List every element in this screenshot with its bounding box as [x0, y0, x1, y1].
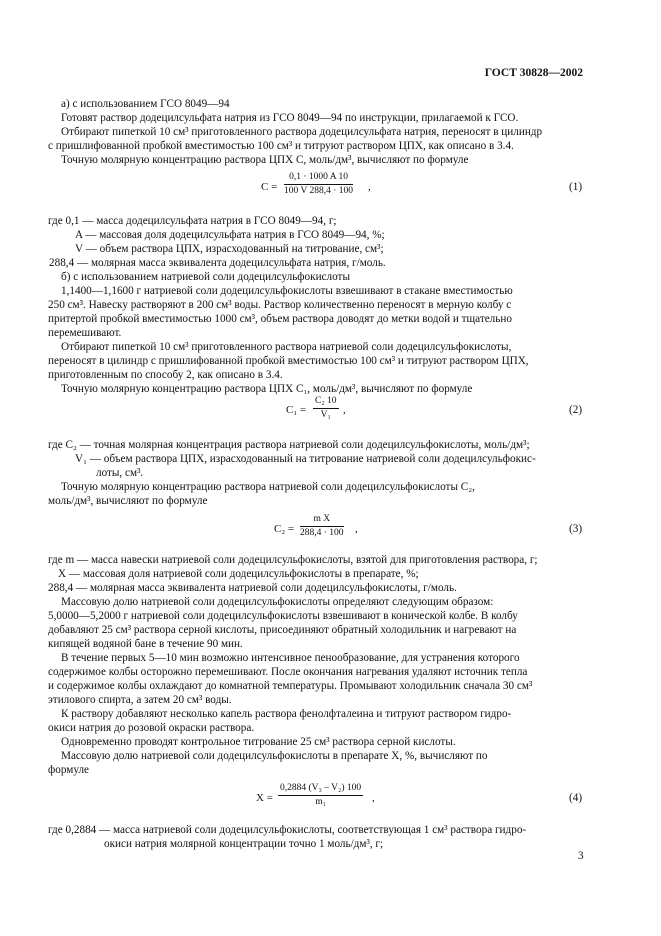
formula-4-number: (4) [569, 792, 583, 804]
paragraph-line: 250 см³. Навеску растворяют в 200 см³ воды. Раствор количественно переносят в мерную колбу с [48, 299, 512, 311]
formula-4-denominator: m₁ [315, 797, 326, 807]
subsection-a-heading: а) с использованием ГСО 8049—94 [61, 98, 230, 110]
where-line: где 0,1 — масса додецилсульфата натрия в ГСО 8049—94, г; [48, 215, 337, 227]
formula-3-numerator: m X [300, 514, 344, 527]
formula-4-numerator: 0,2884 (V₃ – V₂) 100 [278, 783, 363, 796]
paragraph-line: формуле [48, 764, 89, 776]
formula-2-number: (2) [569, 404, 583, 416]
formula-4-tail: , [372, 792, 375, 804]
formula-3-lhs: C₂ = [274, 523, 295, 535]
formula-1-denominator: 100 V 288,4 · 100 [284, 186, 354, 196]
paragraph-line: и содержимое колбы охлаждают до комнатной температуры. Промывают холодильник сначала 30 см³ [48, 680, 533, 692]
paragraph-line: переносят в цилиндр с пришлифованной пробкой вместимостью 100 см³ и титруют раствором ЦПХ, [48, 355, 529, 367]
paragraph-line: кипящей водяной бане в течение 90 мин. [48, 638, 243, 650]
formula-2-numerator: C₂ 10 [313, 396, 339, 409]
where-line: V — объем раствора ЦПХ, израсходованный на титрование, см³; [75, 243, 384, 255]
paragraph-line: Отбирают пипеткой 10 см³ приготовленного раствора додецилсульфата натрия, переносят в цилиндр [61, 126, 543, 138]
paragraph-line: Отбирают пипеткой 10 см³ приготовленного раствора натриевой соли додецилсульфокислоты, [61, 341, 512, 353]
formula-1-tail: , [368, 181, 371, 193]
page-number: 3 [578, 850, 584, 862]
paragraph-line: Точную молярную концентрацию раствора ЦПХ C, моль/дм³, вычисляют по формуле [61, 154, 469, 166]
paragraph-line: окиси натрия до розовой окраски раствора. [48, 722, 255, 734]
formula-1-fraction [284, 172, 353, 197]
formula-1-numerator: 0,1 · 1000 A 10 [284, 172, 353, 185]
where-line: где m — масса навески натриевой соли додецилсульфокислоты, взятой для приготовления раствора, г; [48, 554, 538, 566]
where-line: где 0,2884 — масса натриевой соли додецилсульфокислоты, соответствующая 1 см³ раствора гидро- [48, 824, 527, 836]
paragraph-line: Точную молярную концентрацию раствора натриевой соли додецилсульфокислоты C₂, [61, 481, 475, 493]
paragraph-line: 1,1400—1,1600 г натриевой соли додецилсульфокислоты взвешивают в стакане вместимостью [61, 285, 513, 297]
formula-4-fraction [278, 783, 363, 808]
formula-3-tail: , [355, 523, 358, 535]
where-line: окиси натрия молярной концентрации точно 1 моль/дм³, г; [104, 838, 384, 850]
paragraph-line: приготовленным по способу 2, как описано в 3.4. [48, 369, 283, 381]
formula-2-tail: , [343, 404, 346, 416]
paragraph-line: этилового спирта, а затем 20 см³ воды. [48, 694, 232, 706]
paragraph-line: содержимое колбы осторожно перемешивают. После окончания нагревания удаляют источник тепла [48, 666, 528, 678]
where-line: 288,4 — молярная масса эквивалента натриевой соли додецилсульфокислоты, г/моль. [48, 582, 457, 594]
formula-2-lhs: C₁ = [286, 404, 307, 416]
formula-4-lhs: X = [256, 792, 273, 804]
document-header: ГОСТ 30828—2002 [484, 67, 583, 79]
paragraph-line: моль/дм³, вычисляют по формуле [48, 495, 208, 507]
formula-3-fraction [300, 514, 344, 539]
where-line: лоты, см³. [96, 467, 144, 479]
paragraph-line: 5,0000—5,2000 г натриевой соли додецилсульфокислоты взвешивают в конической колбе. В колбу [48, 610, 518, 622]
formula-1-number: (1) [569, 181, 583, 193]
paragraph-line: К раствору добавляют несколько капель раствора фенолфталеина и титруют раствором гидро- [61, 708, 512, 720]
formula-2-fraction [313, 396, 339, 421]
where-line: где C₂ — точная молярная концентрация раствора натриевой соли додецилсульфокислоты, моль/дм³; [48, 439, 530, 451]
subsection-b-heading: б) с использованием натриевой соли додецилсульфокислоты [61, 271, 350, 283]
paragraph-line: притертой пробкой вместимостью 1000 см³, объем раствора доводят до метки водой и тщательно [48, 313, 512, 325]
paragraph-line: с пришлифованной пробкой вместимостью 100 см³ и титруют раствором ЦПХ, как описано в 3.4. [48, 140, 514, 152]
paragraph-line: добавляют 25 см³ раствора серной кислоты, присоединяют обратный холодильник и нагревают на [48, 624, 517, 636]
paragraph-line: Массовую долю натриевой соли додецилсульфокислоты в препарате X, %, вычисляют по [61, 750, 488, 762]
paragraph-line: Одновременно проводят контрольное титрование 25 см³ раствора серной кислоты. [61, 736, 456, 748]
paragraph-line: Готовят раствор додецилсульфата натрия из ГСО 8049—94 по инструкции, прилагаемой к ГСО. [61, 112, 519, 124]
where-line: X — массовая доля натриевой соли додецилсульфокислоты в препарате, %; [58, 568, 419, 580]
formula-1-lhs: C = [261, 181, 278, 193]
paragraph-line: перемешивают. [48, 327, 122, 339]
where-line: 288,4 — молярная масса эквивалента додецилсульфата натрия, г/моль. [49, 257, 386, 269]
formula-2-denominator: V₁ [320, 410, 331, 420]
formula-3-denominator: 288,4 · 100 [300, 528, 344, 538]
formula-3-number: (3) [569, 523, 583, 535]
where-line: A — массовая доля додецилсульфата натрия в ГСО 8049—94, %; [75, 229, 385, 241]
paragraph-line: Точную молярную концентрацию раствора ЦПХ C₁, моль/дм³, вычисляют по формуле [61, 383, 473, 395]
paragraph-line: В течение первых 5—10 мин возможно интенсивное пенообразование, для устранения которого [61, 652, 520, 664]
where-line: V₁ — объем раствора ЦПХ, израсходованный на титрование натриевой соли додецилсульфокис- [75, 453, 536, 465]
paragraph-line: Массовую долю натриевой соли додецилсульфокислоты определяют следующим образом: [61, 596, 494, 608]
